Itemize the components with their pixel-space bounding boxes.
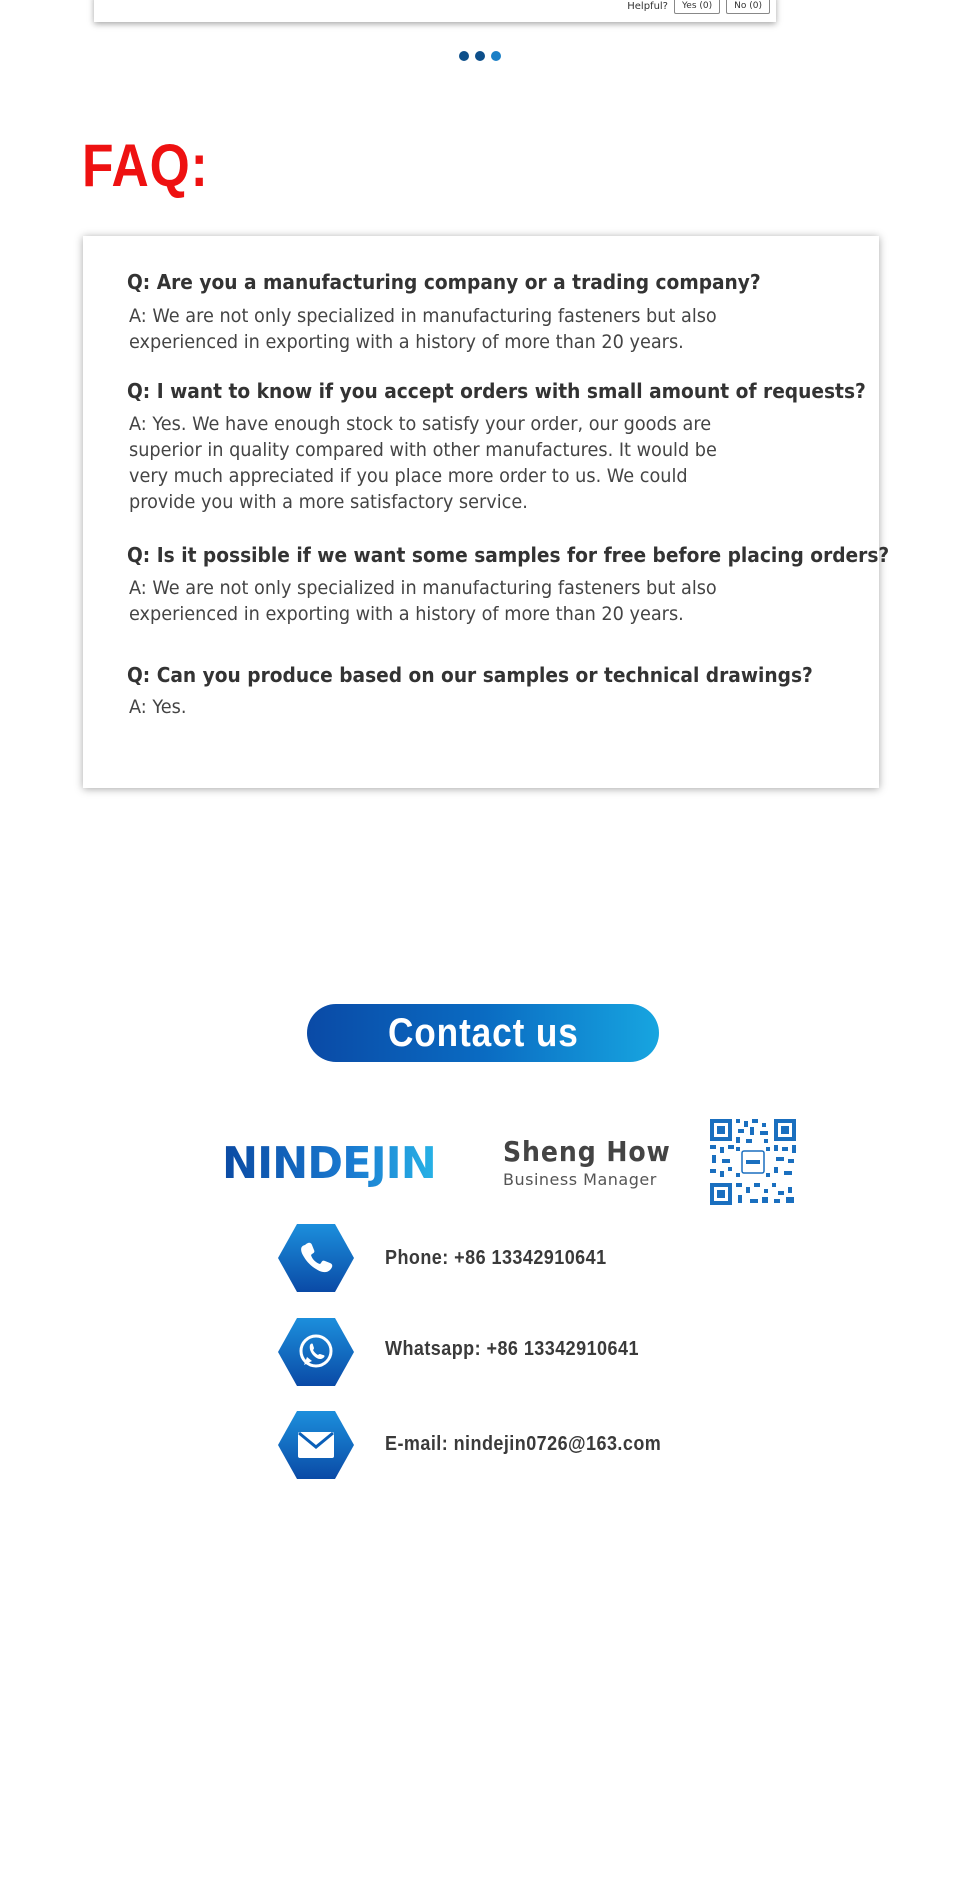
phone-text[interactable]: Phone: +86 13342910641 xyxy=(385,1247,607,1269)
email-icon xyxy=(278,1411,354,1479)
faq-answer-3: A: We are not only specialized in manufacturing fasteners but also experienced in exporting with a history of more than 20 years. xyxy=(129,577,717,625)
carousel-dot-2[interactable] xyxy=(475,51,485,61)
faq-box xyxy=(83,236,890,788)
review-card xyxy=(94,0,776,22)
faq-answer-1: A: We are not only specialized in manufacturing fasteners but also experienced in exporting with a history of more than 20 years. xyxy=(129,305,717,353)
faq-question-1: Q: Are you a manufacturing company or a trading company? xyxy=(127,270,761,294)
helpful-no-button[interactable]: No (0) xyxy=(726,0,770,14)
helpful-label: Helpful? xyxy=(627,0,668,12)
brand-logo: NINDEJIN xyxy=(222,1138,436,1189)
faq-question-3: Q: Is it possible if we want some samples for free before placing orders? xyxy=(127,543,890,567)
faq-title: FAQ: xyxy=(82,132,209,199)
carousel-dot-1[interactable] xyxy=(459,51,469,61)
faq-answer-2: A: Yes. We have enough stock to satisfy your order, our goods are superior in quality compared with other manufactures. It would be very much appreciated if you place more order to us. We could provide you with a more satisfactory service. xyxy=(129,413,717,513)
faq-question-2: Q: I want to know if you accept orders with small amount of requests? xyxy=(127,379,866,403)
phone-icon xyxy=(278,1224,354,1292)
whatsapp-text[interactable]: Whatsapp: +86 13342910641 xyxy=(385,1338,639,1360)
faq-answer-4: A: Yes. xyxy=(129,696,187,718)
carousel-dot-3[interactable] xyxy=(491,51,501,61)
qr-code-icon xyxy=(708,1117,798,1207)
helpful-yes-button[interactable]: Yes (0) xyxy=(674,0,720,14)
person-name: Sheng How xyxy=(503,1135,671,1168)
contact-us-heading: Contact us xyxy=(387,1010,579,1055)
contact-us-banner xyxy=(307,1004,659,1062)
whatsapp-icon xyxy=(278,1318,354,1386)
helpful-controls xyxy=(627,0,770,14)
email-text[interactable]: E-mail: nindejin0726@163.com xyxy=(385,1433,662,1455)
carousel-dots xyxy=(459,51,501,61)
faq-question-4: Q: Can you produce based on our samples or technical drawings? xyxy=(127,663,813,687)
person-role: Business Manager xyxy=(503,1170,657,1189)
